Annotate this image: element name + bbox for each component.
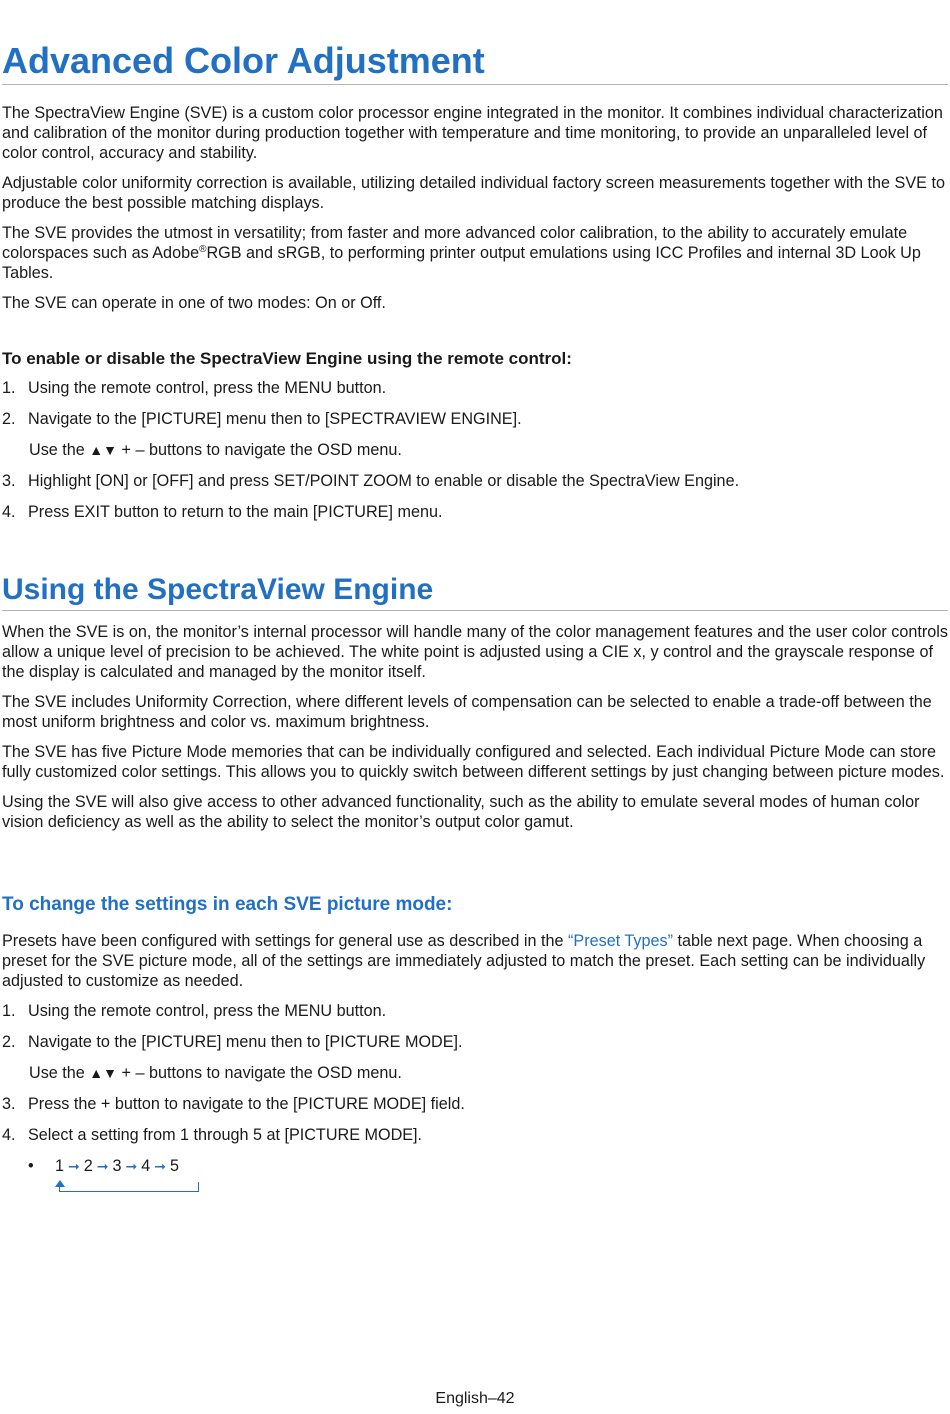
step-text: Using the remote control, press the MENU button.	[28, 1002, 387, 1020]
paragraph: The SVE includes Uniformity Correction, where different levels of compensation can be selected to enable a trade-off between the most uniform brightness and color vs. maximum brightness.	[2, 693, 932, 731]
step-text: Press EXIT button to return to the main [PICTURE] menu.	[28, 503, 443, 521]
step-text: Press the + button to navigate to the [PICTURE MODE] field.	[28, 1095, 465, 1113]
up-down-arrows-icon: ▲▼	[89, 442, 118, 458]
sequence-item: 4	[141, 1157, 151, 1175]
list-item	[2, 378, 948, 398]
osd-note	[2, 1063, 948, 1083]
section1-body	[2, 103, 948, 323]
step-number: 4.	[2, 503, 16, 521]
text-run: + – buttons to navigate the OSD menu.	[117, 441, 402, 459]
osd-note	[2, 440, 948, 460]
paragraph: The SVE can operate in one of two modes: On or Off.	[2, 294, 386, 312]
step-text: Highlight [ON] or [OFF] and press SET/POINT ZOOM to enable or disable the SpectraView Engine.	[28, 472, 740, 490]
text-run: RGB and sRGB, to performing printer output emulations using ICC Profiles and internal 3D Look Up Tables.	[2, 244, 921, 282]
sequence-item: 2	[83, 1157, 93, 1175]
list-item	[2, 409, 948, 429]
loop-back-line	[59, 1182, 199, 1192]
paragraph	[2, 931, 948, 991]
section2-procedure	[2, 893, 948, 1156]
bullet: •	[28, 1157, 34, 1175]
sequence-items	[55, 1156, 179, 1176]
text-run: The SVE provides the utmost in versatility; from faster and more advanced color calibration, to the ability to accurately emulate colorspaces such as Adobe	[2, 224, 908, 262]
text-run: Presets have been configured with settings for general use as described in the	[2, 932, 569, 950]
registered-mark: ®	[199, 244, 207, 255]
preset-types-link[interactable]: “Preset Types”	[568, 932, 673, 950]
sequence-item: 3	[112, 1157, 122, 1175]
step-number: 2.	[2, 1033, 16, 1051]
text-run: + – buttons to navigate the OSD menu.	[117, 1064, 402, 1082]
section-title-advanced-color: Advanced Color Adjustment	[2, 40, 948, 85]
subheading-change-settings: To change the settings in each SVE picture mode:	[2, 894, 453, 915]
paragraph: The SpectraView Engine (SVE) is a custom color processor engine integrated in the monitor. It combines individual characterization and calibration of the monitor during production together with temperature and time monitoring, to provide an unparalleled level of color control, accuracy and stability.	[2, 104, 943, 162]
step-number: 2.	[2, 410, 16, 428]
step-number: 1.	[2, 379, 16, 397]
paragraph: Using the SVE will also give access to other advanced functionality, such as the ability to emulate several modes of human color vision deficiency as well as the ability to select the monitor’s output color gamut.	[2, 793, 920, 831]
step-text: Using the remote control, press the MENU button.	[28, 379, 387, 397]
list-item	[2, 1001, 948, 1021]
step-text: Navigate to the [PICTURE] menu then to [PICTURE MODE].	[28, 1033, 463, 1051]
list-item	[2, 1125, 948, 1145]
list-item	[2, 1094, 948, 1114]
up-down-arrows-icon: ▲▼	[89, 1065, 118, 1081]
paragraph: When the SVE is on, the monitor’s internal processor will handle many of the color management features and the user color controls allow a unique level of precision to be achieved. The white point is adjusted using a CIE x, y control and the grayscale response of the display is calculated and managed by the monitor itself.	[2, 623, 948, 681]
subheading-enable-disable: To enable or disable the SpectraView Engine using the remote control:	[2, 349, 572, 368]
step-number: 1.	[2, 1002, 16, 1020]
step-number: 4.	[2, 1126, 16, 1144]
paragraph: The SVE has five Picture Mode memories that can be individually configured and selected. Each individual Picture Mode can store fully customized color settings. This allows you to quickly switch between different settings by just changing between picture modes.	[2, 743, 945, 781]
page-number: English–42	[435, 1390, 515, 1407]
right-arrow-icon: ➞	[154, 1158, 166, 1174]
sequence-item: 1	[55, 1157, 65, 1175]
loop-back-arrow-icon	[55, 1180, 65, 1187]
right-arrow-icon: ➞	[68, 1158, 80, 1174]
step-number: 3.	[2, 472, 16, 490]
text-run: table next page. When choosing a preset for the SVE picture mode, all of the settings are immediately adjusted to match the preset. Each setting can be individually adjusted to customize as needed.	[2, 932, 926, 990]
paragraph	[2, 223, 948, 283]
step-text: Select a setting from 1 through 5 at [PICTURE MODE].	[28, 1126, 423, 1144]
right-arrow-icon: ➞	[96, 1158, 109, 1174]
section1-procedure	[2, 348, 948, 533]
list-item	[2, 1032, 948, 1052]
list-item	[2, 502, 948, 522]
step-number: 3.	[2, 1095, 16, 1113]
text-run: Use the	[29, 1064, 90, 1082]
text-run: Use the	[29, 441, 90, 459]
paragraph: Adjustable color uniformity correction is available, utilizing detailed individual factory screen measurements together with the SVE to produce the best possible matching displays.	[2, 174, 945, 212]
section-title-using-sve: Using the SpectraView Engine	[2, 572, 948, 611]
section2-body	[2, 622, 948, 842]
sequence-item: 5	[170, 1157, 180, 1175]
list-item	[2, 471, 948, 491]
step-text: Navigate to the [PICTURE] menu then to [SPECTRAVIEW ENGINE].	[28, 410, 522, 428]
right-arrow-icon: ➞	[125, 1158, 138, 1174]
